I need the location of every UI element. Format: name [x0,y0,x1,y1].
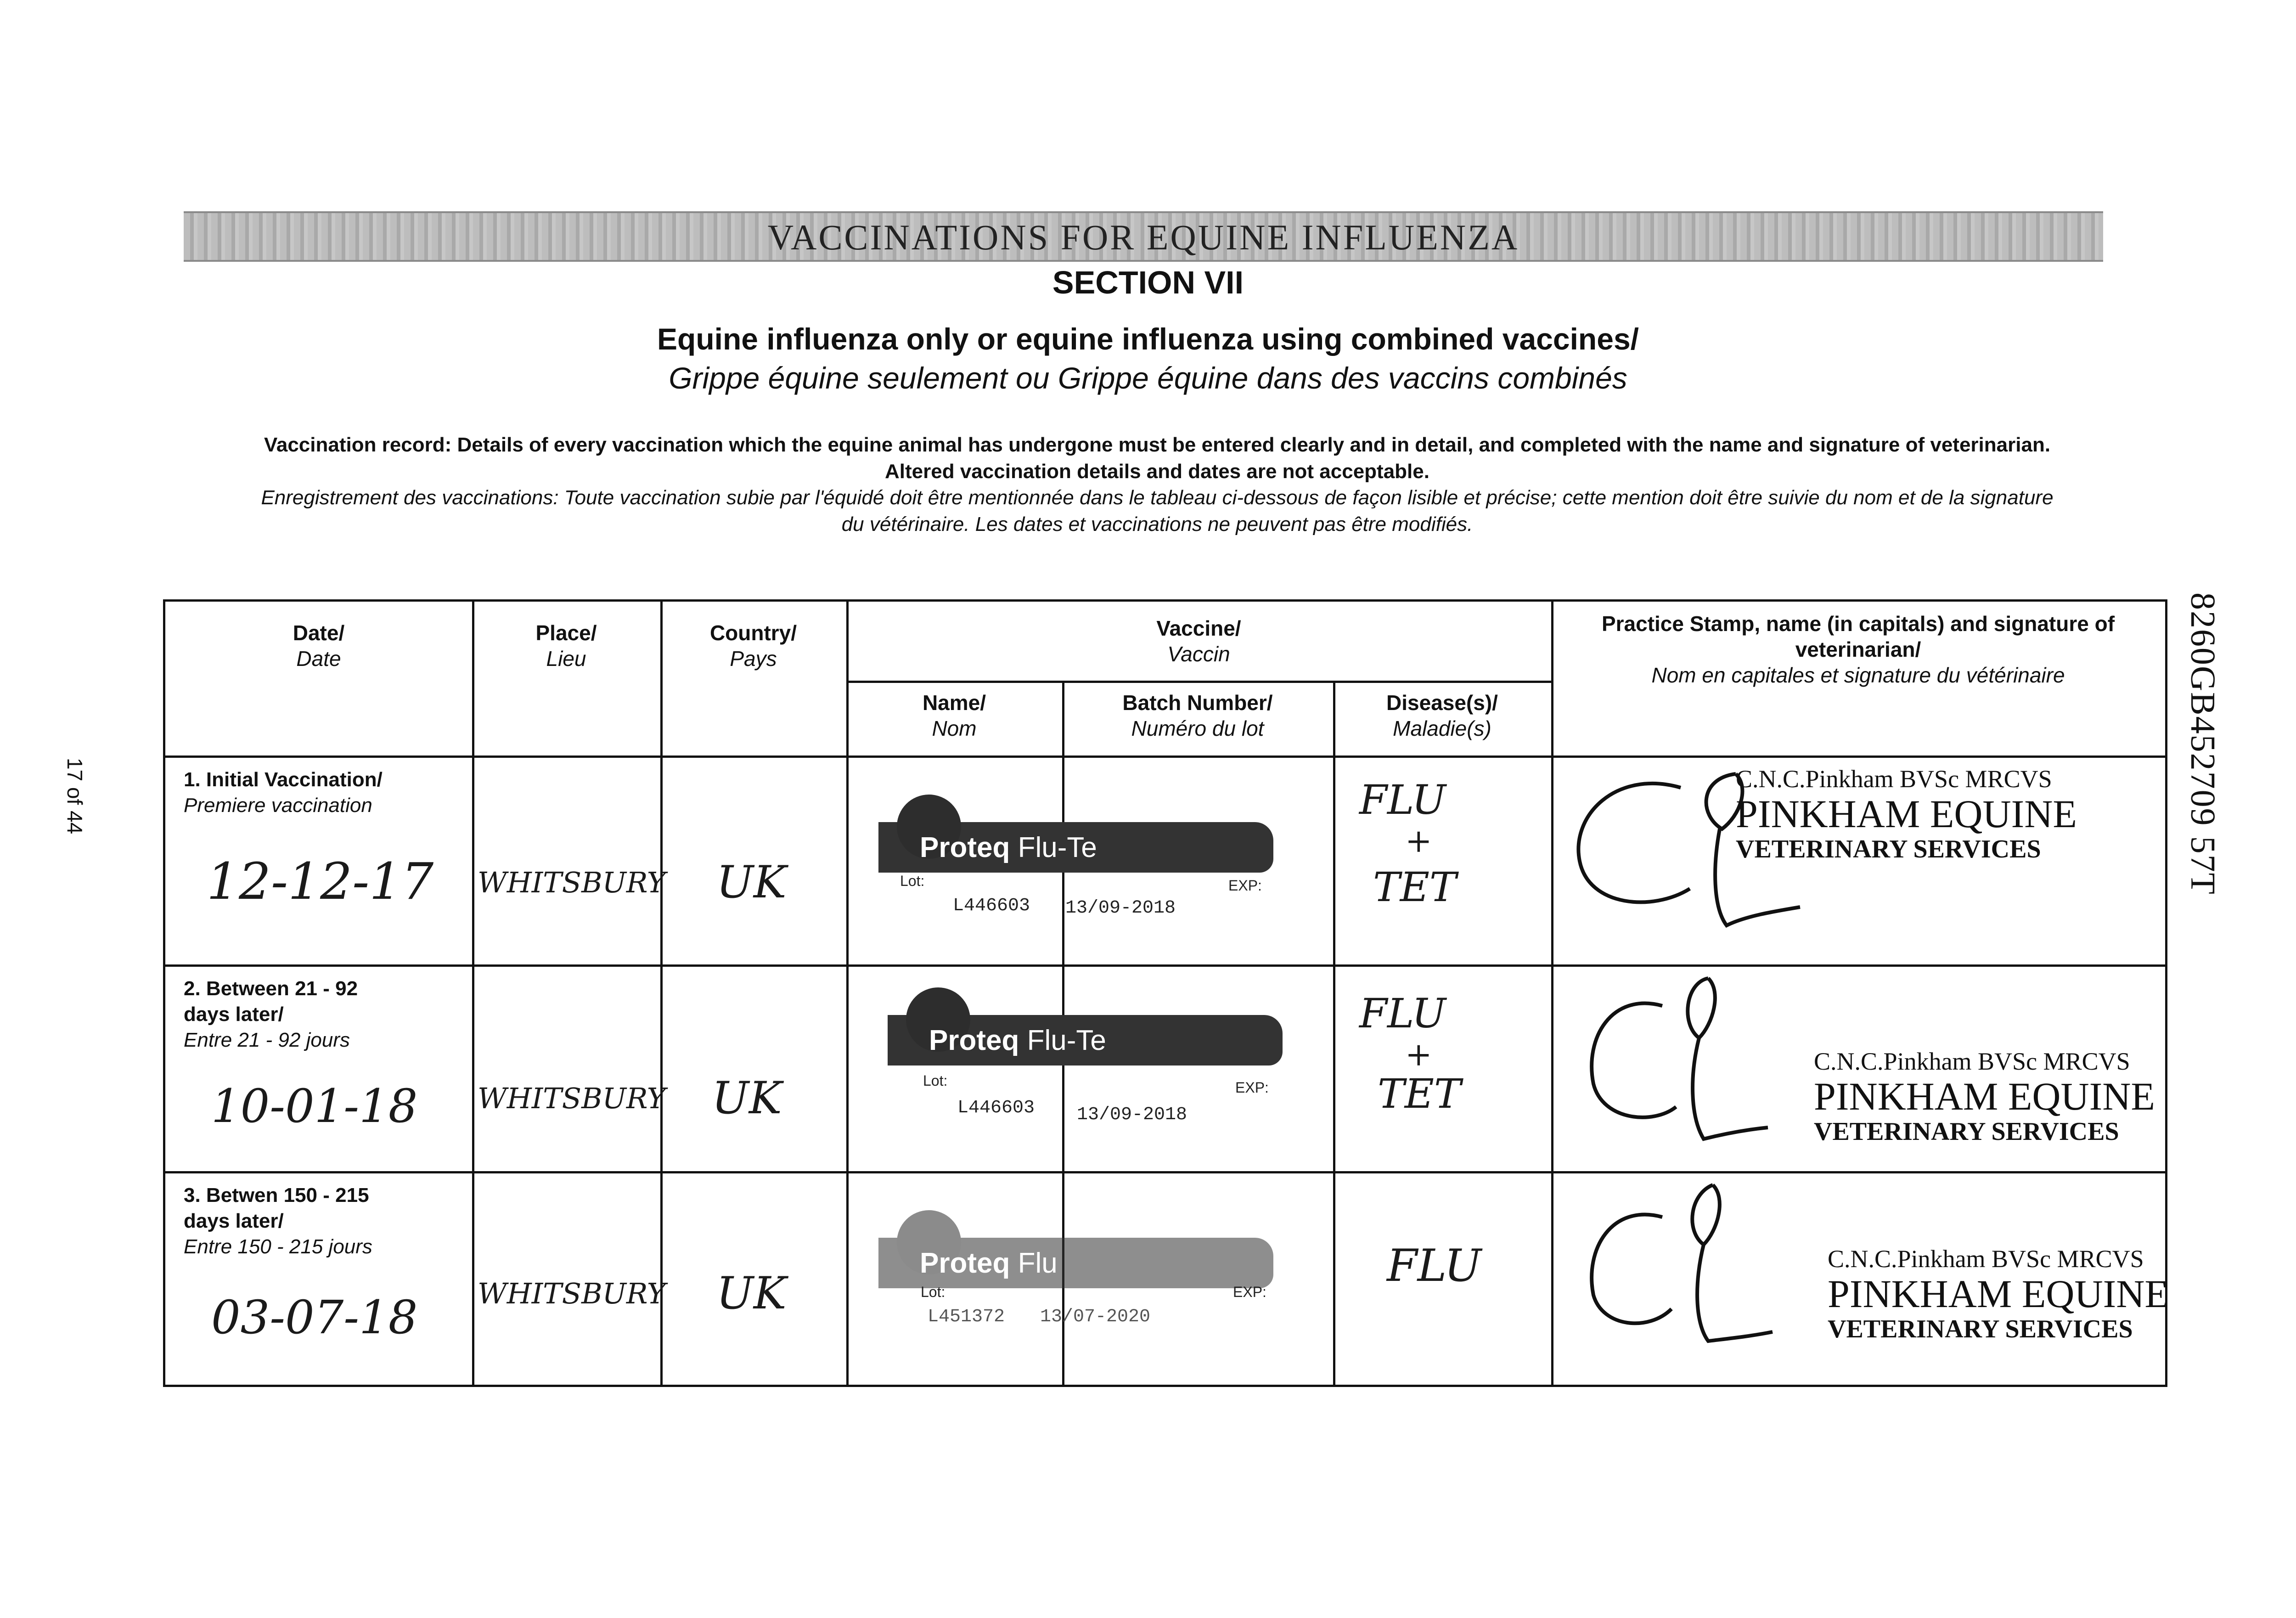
row-3-label [165,1173,472,1260]
note-english-line-2: Altered vaccination details and dates are not acceptable. [885,460,1429,483]
row-1-disease-3: TET [1373,863,1457,911]
row-1-exp-word: EXP: [1228,877,1262,894]
row-2-place: WHITSBURY [478,1082,666,1115]
row-1-lot-word: Lot: [900,873,925,889]
stamp-services: VETERINARY SERVICES [1828,1315,2133,1343]
row-3-disease-1: FLU [1387,1240,1482,1291]
header-country-fr: Pays [730,647,777,671]
row-3-label-en: 3. Betwen 150 - 215 [184,1184,369,1206]
row-3-country: UK [716,1268,787,1319]
header-place [472,602,660,671]
row-2-label-en-2: days later/ [184,1003,284,1026]
divider [660,602,663,1385]
header-place-en: Place/ [535,621,597,645]
row-3-lot: L451372 [928,1307,1005,1327]
header-stamp-fr: Nom en capitales et signature du vétérinaire [1651,663,2065,687]
row-1-disease-1: FLU [1359,776,1446,823]
row-2-country: UK [712,1072,782,1124]
header-disease-en: Disease(s)/ [1386,691,1498,715]
stamp-vet-name: C.N.C.Pinkham BVSc MRCVS [1814,1048,2130,1075]
stamp-practice: PINKHAM EQUINE [1814,1074,2155,1118]
stamp-practice: PINKHAM EQUINE [1736,792,2077,836]
divider [472,602,474,1385]
row-3-place: WHITSBURY [478,1277,666,1310]
header-disease-fr: Maladie(s) [1393,716,1491,740]
row-2-exp: 13/09-2018 [1077,1105,1187,1125]
header-stamp-en-2: veterinarian/ [1795,637,1921,661]
row-1-label [165,758,472,818]
row-3-stamp [1828,1245,2169,1344]
note-french [165,485,2149,538]
row-3-exp-word: EXP: [1233,1284,1266,1300]
vaccination-table [163,599,2167,1387]
banner-title: VACCINATIONS FOR EQUINE INFLUENZA [767,217,1519,257]
header-name [846,681,1062,741]
row-1-country: UK [716,857,787,908]
row-2-vaccine-name: Proteq Flu-Te [929,1025,1106,1056]
row-2-stamp [1814,1047,2155,1146]
header-batch-fr: Numéro du lot [1131,716,1264,740]
passport-id: 8260GB452709 57T [2183,592,2222,895]
row-1-label-fr: Premiere vaccination [184,794,372,817]
row-1-place: WHITSBURY [478,866,666,899]
row-3-lot-word: Lot: [921,1284,945,1300]
header-date [165,602,472,671]
row-2-disease-3: TET [1378,1070,1461,1117]
row-1-lot: L446603 [953,896,1030,916]
row-1-stamp [1736,765,2077,864]
header-disease [1333,681,1551,741]
note-english-line-1: Vaccination record: Details of every vaccination which the equine animal has undergone must be entered clearly and in detail, and completed with the name and signature of veterinarian. [264,434,2051,456]
row-2-lot-word: Lot: [923,1072,948,1089]
row-2-disease-1: FLU [1359,990,1446,1037]
divider [1333,681,1335,1385]
section-banner [184,211,2103,262]
header-stamp-en-1: Practice Stamp, name (in capitals) and signature of [1601,612,2115,636]
header-vaccine-fr: Vaccin [1167,642,1230,666]
header-name-fr: Nom [932,716,977,740]
row-1-vaccine-label [878,795,1273,886]
row-3-signature [1570,1176,1791,1378]
row-3-date: 03-07-18 [211,1291,418,1344]
subtitle-english: Equine influenza only or equine influenza using combined vaccines/ [657,322,1639,356]
row-2-label [165,967,472,1053]
row-2-exp-word: EXP: [1235,1079,1269,1096]
row-1-exp: 13/09-2018 [1065,898,1176,919]
row-1-date: 12-12-17 [207,852,434,911]
header-place-fr: Lieu [546,647,586,671]
header-batch-en: Batch Number/ [1122,691,1273,715]
stamp-vet-name: C.N.C.Pinkham BVSc MRCVS [1828,1245,2144,1273]
row-3-exp: 13/07-2020 [1040,1307,1151,1327]
stamp-services: VETERINARY SERVICES [1814,1117,2119,1146]
subtitle-french: Grippe équine seulement ou Grippe équine dans des vaccins combinés [669,361,1627,395]
header-stamp [1551,602,2165,688]
header-date-fr: Date [296,647,341,671]
row-2-signature [1570,969,1782,1167]
row-2-vaccine-label [888,987,1283,1079]
row-1-vaccine-name: Proteq Flu-Te [920,832,1097,863]
header-name-en: Name/ [922,691,986,715]
note-english [165,432,2149,485]
page-number: 17 of 44 [63,758,87,834]
header-batch [1062,681,1333,741]
row-2-label-fr: Entre 21 - 92 jours [184,1029,350,1051]
header-country-en: Country/ [709,621,797,645]
header-country [660,602,846,671]
stamp-vet-name: C.N.C.Pinkham BVSc MRCVS [1736,765,2052,793]
row-1-disease-2: + [1405,822,1432,860]
row-2-lot: L446603 [957,1098,1035,1118]
row-2-date: 10-01-18 [211,1079,418,1133]
divider [1551,602,1553,1385]
row-1-label-en: 1. Initial Vaccination/ [184,768,383,791]
row-3-vaccine-name: Proteq Flu [920,1247,1058,1279]
row-2-disease-2: + [1405,1036,1432,1073]
note-french-line-1: Enregistrement des vaccinations: Toute vaccination subie par l'équidé doit être mentionnée dans le tableau ci-dessous de façon lisible et précise; cette mention doit être suivie du nom et de la signature [261,486,2054,509]
header-date-en: Date/ [293,621,345,645]
note-french-line-2: du vétérinaire. Les dates et vaccinations ne peuvent pas être modifiés. [841,513,1473,536]
stamp-services: VETERINARY SERVICES [1736,835,2041,863]
row-3-label-en-2: days later/ [184,1210,284,1232]
header-vaccine [846,602,1551,667]
section-title: SECTION VII [1052,265,1244,300]
stamp-practice: PINKHAM EQUINE [1828,1272,2169,1316]
row-2-label-en: 2. Between 21 - 92 [184,977,358,1000]
header-vaccine-en: Vaccine/ [1156,616,1241,640]
row-3-label-fr: Entre 150 - 215 jours [184,1235,372,1258]
